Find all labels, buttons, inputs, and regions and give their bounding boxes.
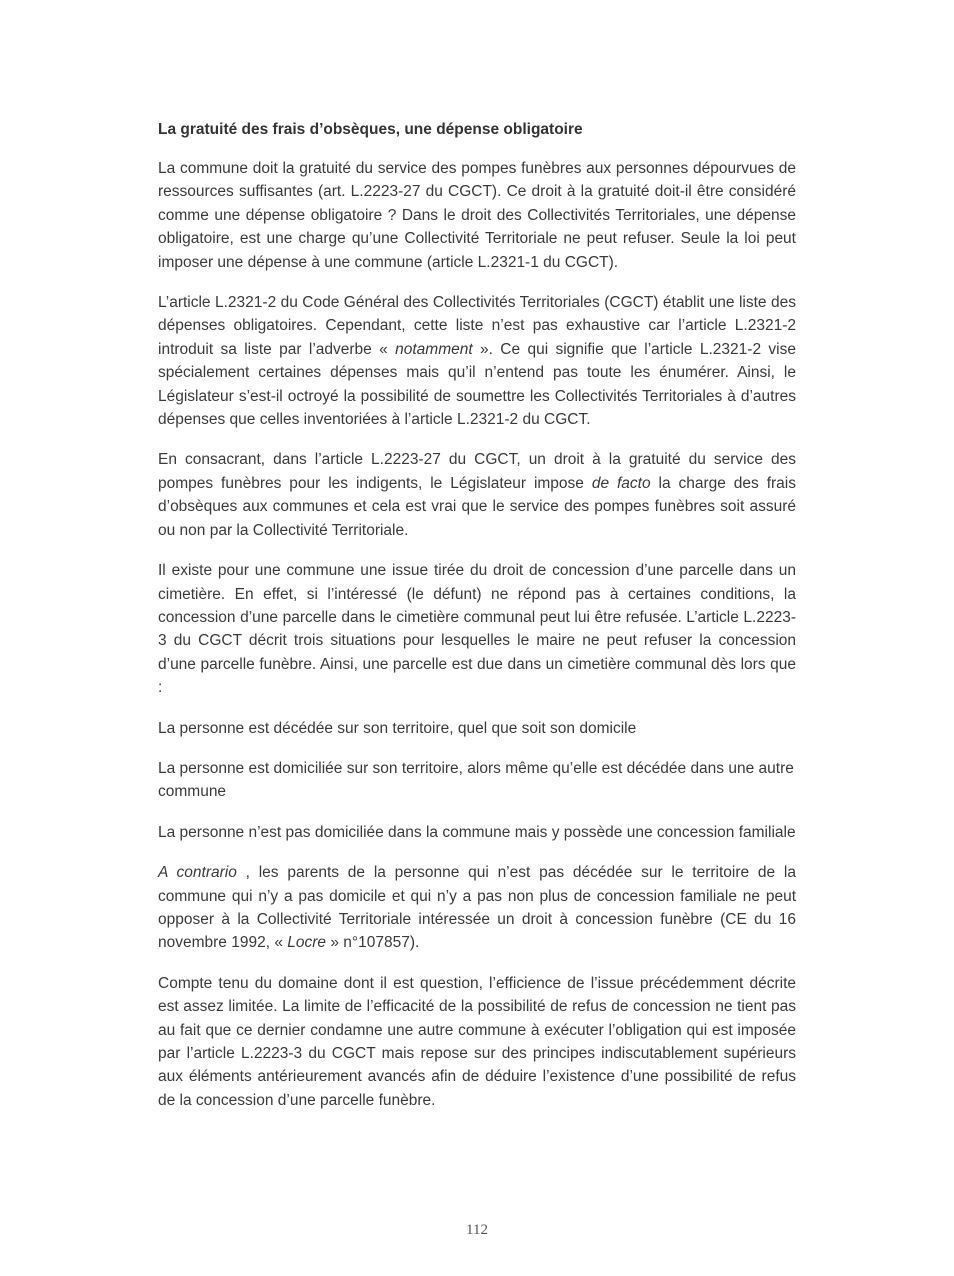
paragraph-5 <box>158 861 796 955</box>
paragraph-2-text-b: ». Ce qui signifie que l’article L.2321-2 vise spécialement certaines dépenses mais qu’il n’entend pas toute les énumérer. Ainsi, le Législateur s’est-il octroyé la possibilité de soumettre les Collectivités Territoriales à d’autres dépenses que celles inventoriées à l’article L.2321-2 du CGCT. <box>158 340 796 429</box>
paragraph-3-text-a: En consacrant, dans l’article L.2223-27 du CGCT, un droit à la gratuité du service des pompes funèbres pour les indigents, le Législateur impose <box>158 451 796 492</box>
paragraph-6: Compte tenu du domaine dont il est question, l’efficience de l’issue précédemment décrite est assez limitée. La limite de l’efficacité de la possibilité de refus de concession ne tient pas au fait que ce dernier condamne une autre commune à exécuter l’obligation qui est imposée par l’article L.2223-3 du CGCT mais repose sur des principes indiscutablement supérieurs aux éléments antérieurement avancés afin de déduire l’existence d’une possibilité de refus de la concession d’une parcelle funèbre. <box>158 974 796 1109</box>
paragraph-1: La commune doit la gratuité du service des pompes funèbres aux personnes dépourvues de ressources suffisantes (art. L.2223-27 du CGCT). Ce droit à la gratuité doit-il être considéré comme une dépense obligatoire ? Dans le droit des Collectivités Territoriales, une dépense obligatoire, est une charge qu’une Collectivité Territoriale ne peut refuser. Seule la loi peut imposer une dépense à une commune (article L.2321-1 du CGCT). <box>158 160 796 271</box>
paragraph-5-emphasis-1: A contrario <box>158 864 237 882</box>
paragraph-2-text-a: L’article L.2321-2 du Code Général des Collectivités Territoriales (CGCT) établit une liste des dépenses obligatoires. Cependant, cette liste n’est pas exhaustive car l’article L.2321-2 introduit sa liste par l’adverbe « <box>158 294 796 358</box>
paragraph-3-emphasis: de facto <box>591 474 651 492</box>
paragraph-3-text-b: la charge des frais d’obsèques aux communes et cela est vrai que le service des pompes funèbres soit assuré ou non par la Collectivité Territoriale. <box>158 474 796 539</box>
page-body <box>158 118 796 1129</box>
paragraph-2-emphasis: notamment <box>395 340 473 358</box>
condition-item-1: La personne est décédée sur son territoire, quel que soit son domicile <box>158 719 637 737</box>
paragraph-5-text-a: , les parents de la personne qui n’est pas décédée sur le territoire de la commune qui n’y a pas domicile et qui n’y a pas non plus de concession familiale ne peut opposer à la Collectivité Territoriale intéressée un droit à concession funèbre (CE du 16 novembre 1992, « <box>158 864 796 952</box>
paragraph-3 <box>158 448 796 542</box>
condition-item-3: La personne n’est pas domiciliée dans la commune mais y possède une concession familiale <box>158 823 796 841</box>
paragraph-5-emphasis-2: Locre <box>287 934 327 952</box>
paragraph-4: Il existe pour une commune une issue tirée du droit de concession d’une parcelle dans un cimetière. En effet, si l’intéressé (le défunt) ne répond pas à certaines conditions, la concession d’une parcelle dans le cimetière communal peut lui être refusée. L’article L.2223-3 du CGCT décrit trois situations pour lesquelles le maire ne peut refuser la concession d’une parcelle funèbre. Ainsi, une parcelle est due dans un cimetière communal dès lors que : <box>158 562 796 697</box>
paragraph-5-text-b: » n°107857). <box>326 934 420 952</box>
paragraph-2 <box>158 291 796 431</box>
section-heading: La gratuité des frais d’obsèques, une dépense obligatoire <box>158 121 583 138</box>
condition-item-2: La personne est domiciliée sur son territoire, alors même qu’elle est décédée dans une autre commune <box>158 759 794 801</box>
page-number: 112 <box>466 1222 488 1238</box>
